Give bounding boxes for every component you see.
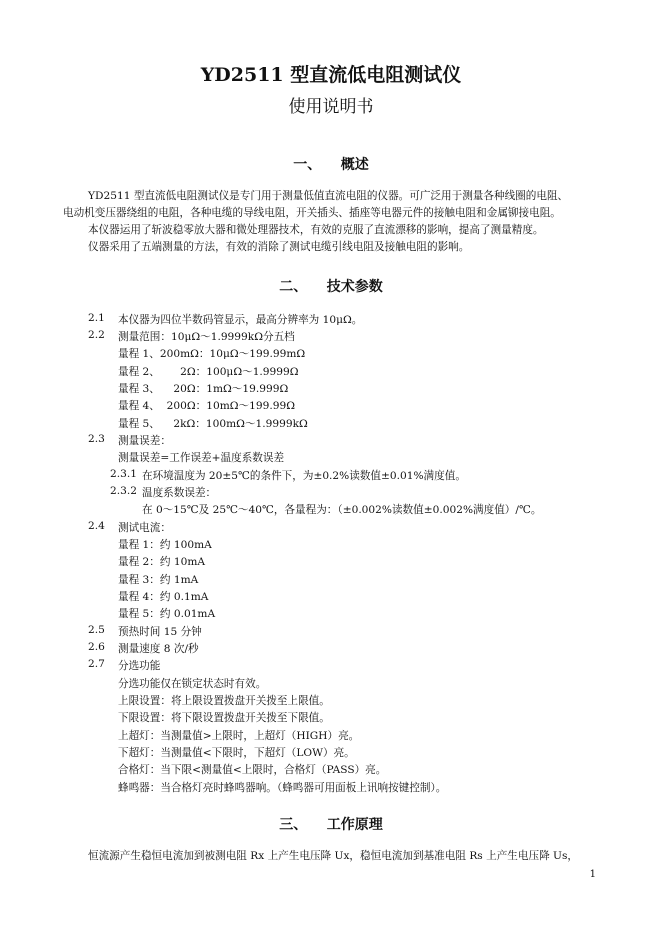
spec-text: 量程 5、 2kΩ：100mΩ～1.9999kΩ <box>118 418 308 430</box>
overview-paragraph-line1: YD2511 型直流低电阻测试仪是专门用于测量低值直流电阻的仪器。可广泛用于测量各种线圈的电阻、 <box>88 190 569 202</box>
spec-text: 下超灯：当测量值<下限时，下超灯（LOW）亮。 <box>118 747 355 759</box>
spec-text: 测量速度 8 次/秒 <box>118 643 199 655</box>
spec-number: 2.6 <box>88 641 105 653</box>
overview-paragraph-line2: 电动机变压器绕组的电阻，各种电缆的导线电阻，开关插头、插座等电器元件的接触电阻和金属铆接电阻。 <box>63 207 561 219</box>
spec-text: 预热时间 15 分钟 <box>118 626 202 638</box>
spec-text: 本仪器为四位半数码管显示，最高分辨率为 10μΩ。 <box>118 314 363 326</box>
spec-number: 2.2 <box>88 329 105 341</box>
spec-text: 量程 4：约 0.1mA <box>118 591 209 603</box>
spec-subnumber: 2.3.2 <box>110 485 137 497</box>
spec-number: 2.3 <box>88 433 105 445</box>
spec-text: 量程 1、200mΩ：10μΩ～199.99mΩ <box>118 348 306 360</box>
spec-text: 量程 2、 2Ω：100μΩ～1.9999Ω <box>118 366 299 378</box>
spec-text: 量程 5：约 0.01mA <box>118 608 216 620</box>
spec-text: 测试电流： <box>118 522 171 534</box>
spec-text: 量程 2：约 10mA <box>118 556 206 568</box>
spec-number: 2.4 <box>88 520 105 532</box>
section-heading-principle: 三、 工作原理 <box>279 817 383 833</box>
spec-text: 测量误差=工作误差+温度系数误差 <box>118 452 285 464</box>
spec-subtext: 在环境温度为 20±5℃的条件下，为±0.2%读数值±0.01%满度值。 <box>142 470 466 482</box>
spec-text: 分选功能仅在锁定状态时有效。 <box>118 678 267 690</box>
spec-text: 上限设置：将上限设置拨盘开关拨至上限值。 <box>118 695 330 707</box>
spec-number: 2.5 <box>88 624 105 636</box>
spec-number: 2.1 <box>88 312 105 324</box>
spec-text: 测量范围：10μΩ～1.9999kΩ分五档 <box>118 331 295 343</box>
spec-subtext: 温度系数误差： <box>142 487 217 499</box>
spec-number: 2.7 <box>88 658 105 670</box>
spec-text: 量程 1：约 100mA <box>118 539 212 551</box>
document-title: YD2511 型直流低电阻测试仪 <box>200 64 462 86</box>
spec-subdetail: 在 0～15℃及 25℃～40℃，各量程为：（±0.002%读数值±0.002%满度值）/℃。 <box>142 504 542 516</box>
spec-text: 上超灯：当测量值>上限时，上超灯（HIGH）亮。 <box>118 730 360 742</box>
page-number: 1 <box>589 869 596 880</box>
document-subtitle: 使用说明书 <box>288 97 374 117</box>
spec-text: 分选功能 <box>118 660 161 672</box>
principle-paragraph: 恒流源产生稳恒电流加到被测电阻 Rx 上产生电压降 Ux，稳恒电流加到基准电阻 Rs 上产生电压降 Us， <box>88 850 578 862</box>
spec-text: 下限设置：将下限设置拨盘开关拨至下限值。 <box>118 712 330 724</box>
section-heading-specs: 二、 技术参数 <box>279 279 383 295</box>
overview-paragraph-3: 仪器采用了五端测量的方法，有效的消除了测试电缆引线电阻及接触电阻的影响。 <box>88 241 470 253</box>
spec-text: 合格灯：当下限<测量值<上限时，合格灯（PASS）亮。 <box>118 764 387 776</box>
spec-text: 量程 3：约 1mA <box>118 574 199 586</box>
spec-text: 量程 4、 200Ω：10mΩ～199.99Ω <box>118 400 295 412</box>
spec-subnumber: 2.3.1 <box>110 468 137 480</box>
spec-text: 量程 3、 20Ω：1mΩ～19.999Ω <box>118 383 289 395</box>
overview-paragraph-2: 本仪器运用了斩波稳零放大器和微处理器技术，有效的克服了直流漂移的影响，提高了测量精度。 <box>88 224 544 236</box>
spec-text: 测量误差： <box>118 435 171 447</box>
section-heading-overview: 一、 概述 <box>293 157 369 173</box>
spec-text: 蜂鸣器：当合格灯亮时蜂鸣器响。（蜂鸣器可用面板上讯响按键控制）。 <box>118 782 447 794</box>
